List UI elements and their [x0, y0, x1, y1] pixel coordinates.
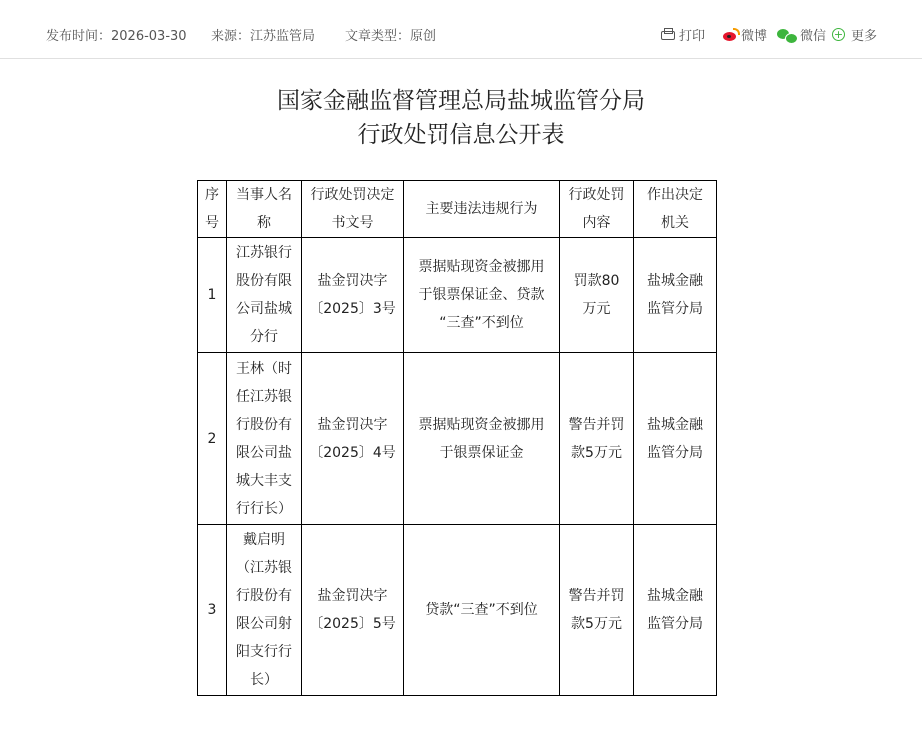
cell-authority: 盐城金融 监管分局 [634, 238, 717, 353]
cell-violation: 票据贴现资金被挪用 于银票保证金、贷款 “三查”不到位 [404, 238, 560, 353]
cell-index: 3 [198, 525, 227, 696]
cell-party: 江苏银行 股份有限 公司盐城 分行 [227, 238, 302, 353]
cell-authority: 盐城金融 监管分局 [634, 353, 717, 525]
weibo-label: 微博 [741, 29, 768, 44]
header-cell: 序 号 [198, 181, 227, 238]
more-share-button[interactable] [832, 25, 877, 44]
plus-circle-icon: + [833, 27, 844, 41]
doc-type: 文章类型：原创 [345, 29, 437, 44]
header-cell: 行政处罚 内容 [560, 181, 634, 238]
page-title-line2: 行政处罚信息公开表 [357, 122, 565, 148]
publish-time: 发布时间：2026-03-30 [46, 29, 187, 44]
source: 来源：江苏监管局 [211, 29, 316, 44]
cell-violation: 贷款“三查”不到位 [404, 525, 560, 696]
weibo-share-button[interactable] [722, 25, 767, 44]
page-title-line1: 国家金融监督管理总局盐城监管分局 [277, 88, 645, 114]
table-row [198, 238, 717, 353]
wechat-label: 微信 [800, 29, 827, 44]
cell-authority: 盐城金融 监管分局 [634, 525, 717, 696]
wechat-share-button[interactable] [777, 25, 826, 44]
cell-index: 1 [198, 238, 227, 353]
header-cell: 行政处罚决定 书文号 [302, 181, 404, 238]
more-label: 更多 [851, 29, 878, 44]
table-header-row [198, 181, 717, 238]
cell-penalty: 警告并罚 款5万元 [560, 353, 634, 525]
print-button[interactable] [660, 25, 705, 44]
cell-violation: 票据贴现资金被挪用 于银票保证金 [404, 353, 560, 525]
cell-penalty: 罚款80 万元 [560, 238, 634, 353]
cell-doc-number: 盐金罚决字 〔2025〕3号 [302, 238, 404, 353]
cell-party: 戴启明 （江苏银 行股份有 限公司射 阳支行行 长） [227, 525, 302, 696]
cell-doc-number: 盐金罚决字 〔2025〕5号 [302, 525, 404, 696]
cell-doc-number: 盐金罚决字 〔2025〕4号 [302, 353, 404, 525]
cell-index: 2 [198, 353, 227, 525]
table-row [198, 353, 717, 525]
cell-penalty: 警告并罚 款5万元 [560, 525, 634, 696]
weibo-icon [722, 28, 738, 42]
header-cell: 作出决定 机关 [634, 181, 717, 238]
table-row [198, 525, 717, 696]
print-label: 打印 [679, 29, 706, 44]
wechat-icon [777, 28, 797, 42]
header-cell: 主要违法违规行为 [404, 181, 560, 238]
article-meta-bar [0, 0, 922, 59]
cell-party: 王林（时 任江苏银 行股份有 限公司盐 城大丰支 行行长） [227, 353, 302, 525]
printer-icon [660, 28, 676, 42]
penalty-table [197, 180, 717, 696]
header-cell: 当事人名 称 [227, 181, 302, 238]
